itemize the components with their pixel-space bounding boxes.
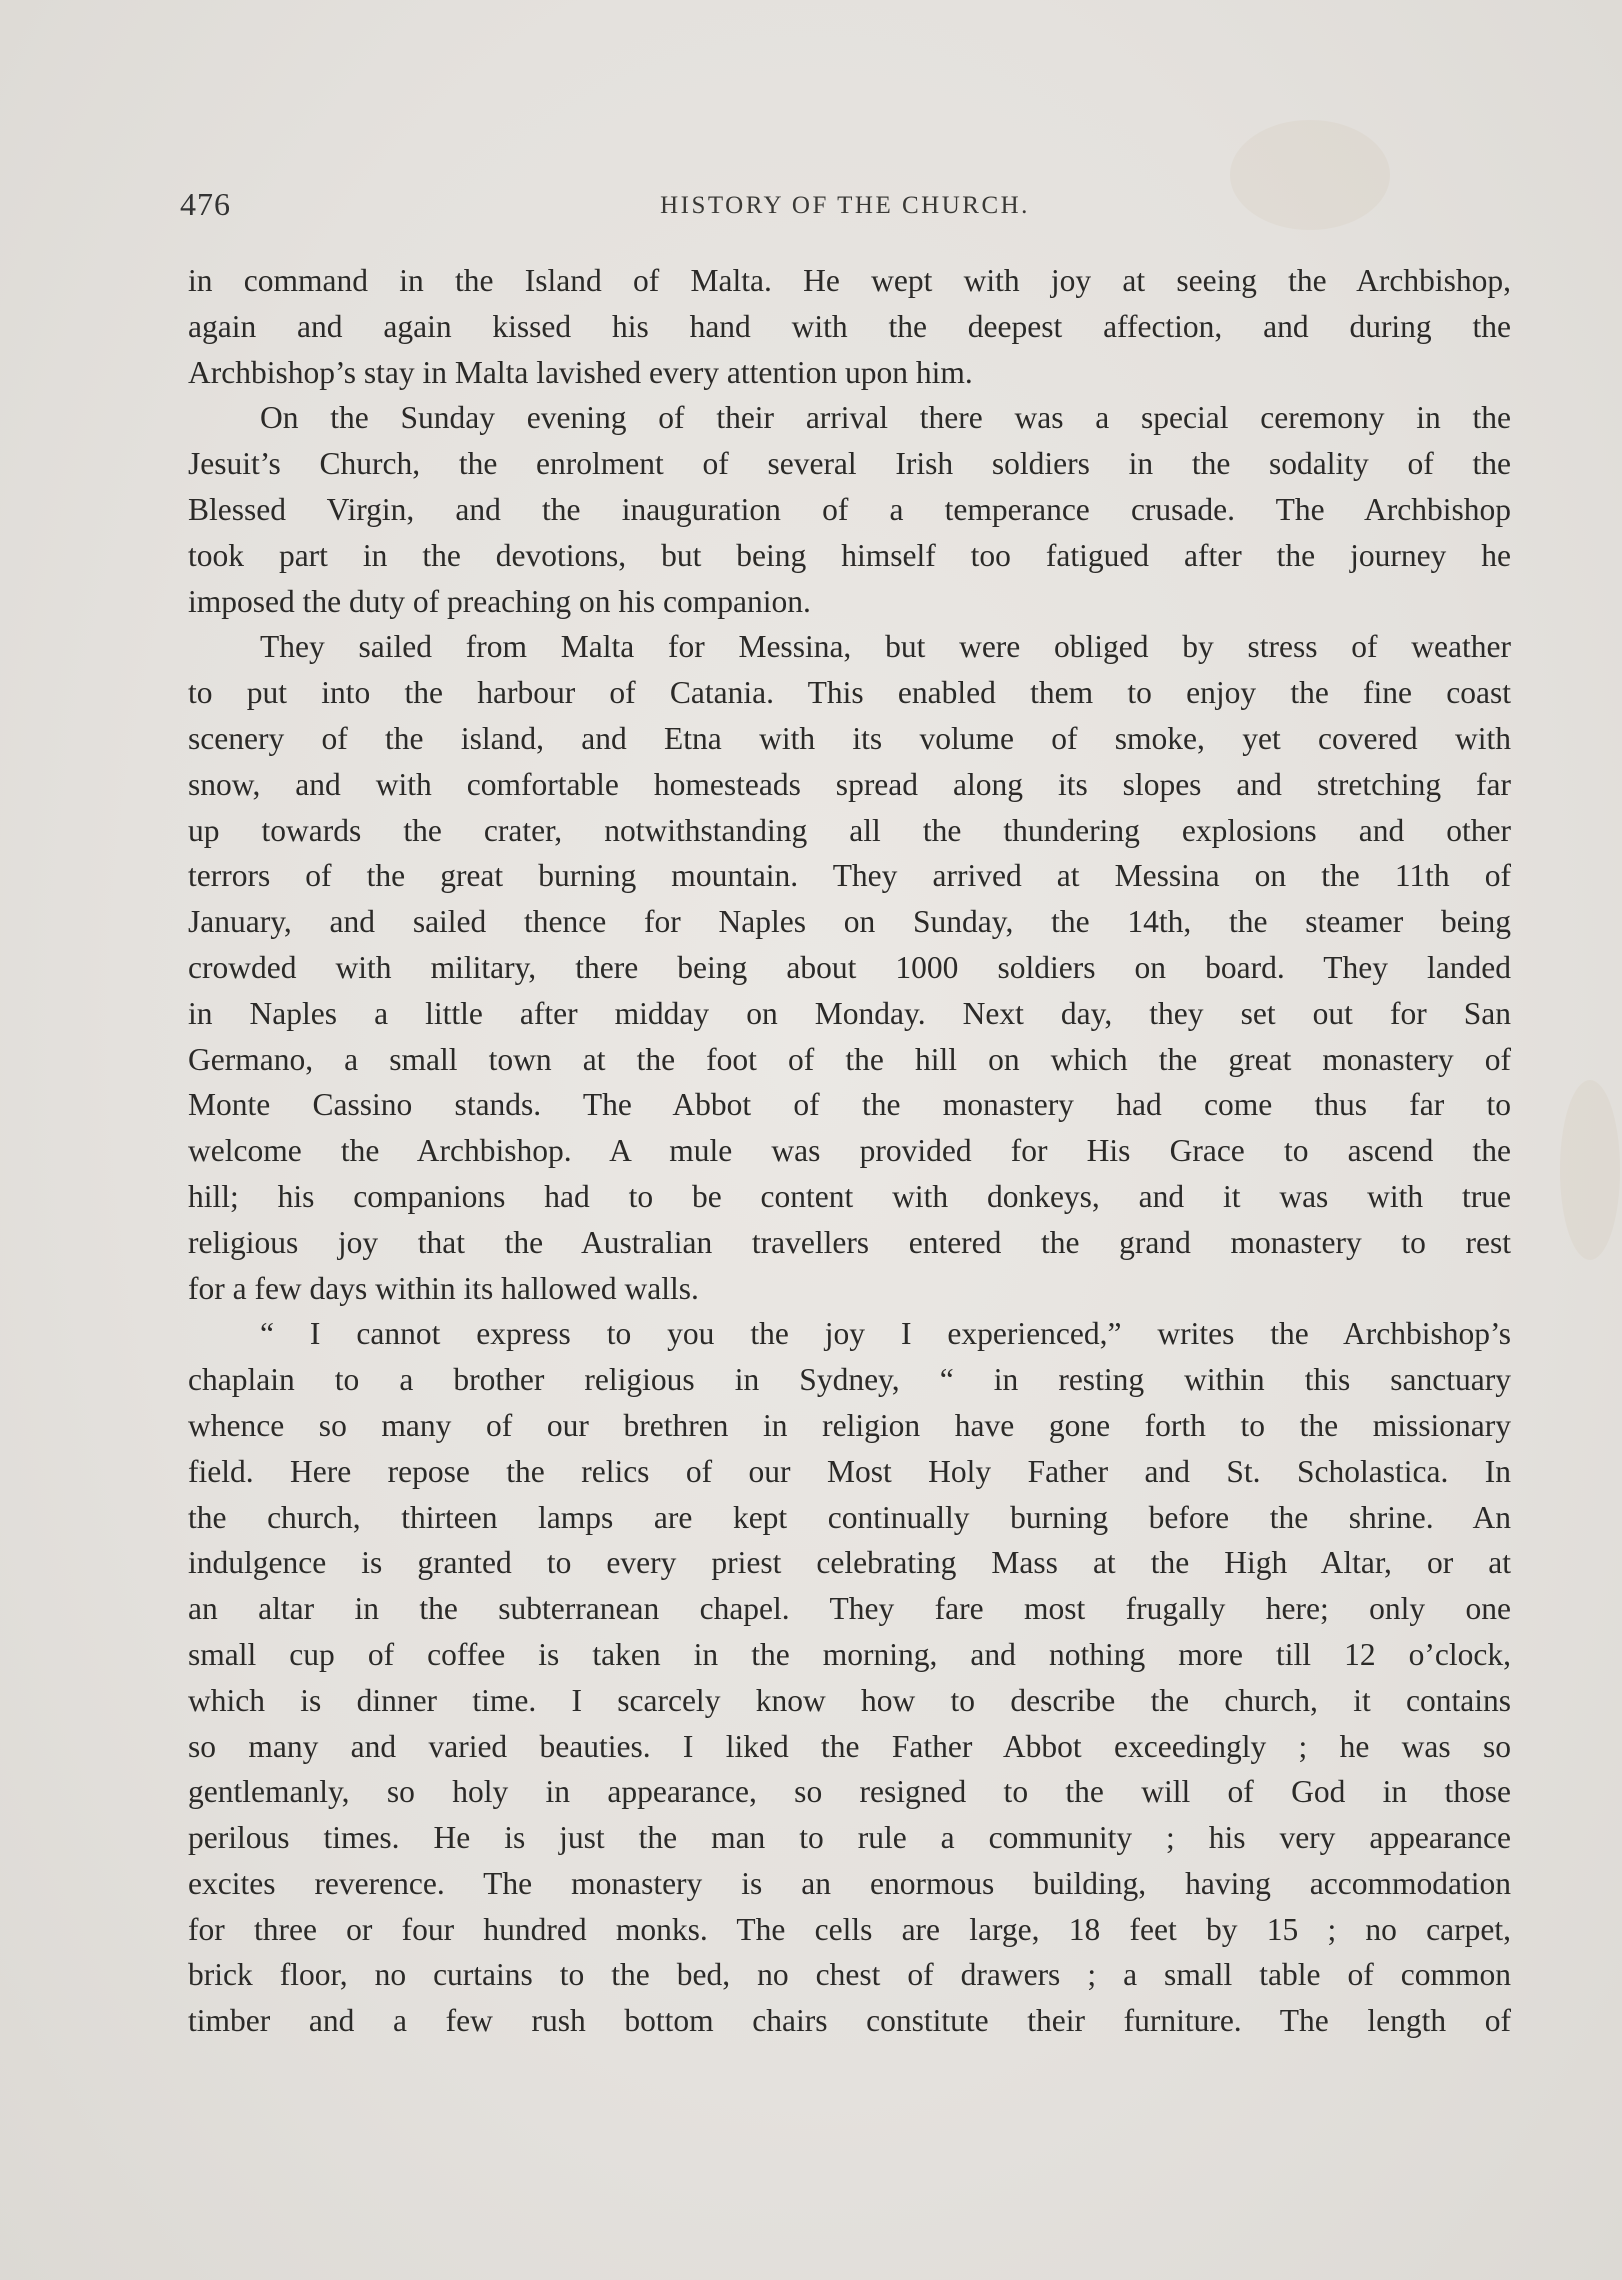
text-line: in Naples a little after midday on Monday. Next day, they set out for San [188,995,1511,1031]
text-line: which is dinner time. I scarcely know how to describe the church, it contains [188,1682,1511,1718]
text-line: On the Sunday evening of their arrival there was a special ceremony in the [260,400,1511,436]
text-line: crowded with military, there being about 1000 soldiers on board. They landed [188,949,1511,985]
text-line: field. Here repose the relics of our Most Holy Father and St. Scholastica. In [188,1453,1511,1489]
page-header [180,182,1510,230]
text-line: imposed the duty of preaching on his companion. [188,583,811,619]
text-line: small cup of coffee is taken in the morning, and nothing more till 12 o’clock, [188,1636,1511,1672]
text-line: hill; his companions had to be content with donkeys, and it was with true [188,1178,1511,1214]
text-line: Germano, a small town at the foot of the hill on which the great monastery of [188,1041,1511,1077]
text-line: religious joy that the Australian travellers entered the grand monastery to rest [188,1224,1511,1260]
text-line: January, and sailed thence for Naples on Sunday, the 14th, the steamer being [188,904,1511,940]
text-line: They sailed from Malta for Messina, but were obliged by stress of weather [260,629,1511,665]
text-line: took part in the devotions, but being himself too fatigued after the journey he [188,537,1511,573]
text-line: Monte Cassino stands. The Abbot of the monastery had come thus far to [188,1087,1511,1123]
text-line: whence so many of our brethren in religion have gone forth to the missionary [188,1407,1511,1443]
text-line: so many and varied beauties. I liked the Father Abbot exceedingly ; he was so [188,1728,1511,1764]
page-number: 476 [180,186,231,222]
text-line: gentlemanly, so holy in appearance, so resigned to the will of God in those [188,1774,1511,1810]
paragraph [188,624,1511,1311]
text-line: timber and a few rush bottom chairs constitute their furniture. The length of [188,2003,1511,2039]
text-line: up towards the crater, notwithstanding all the thundering explosions and other [188,812,1511,848]
text-line: Archbishop’s stay in Malta lavished every attention upon him. [188,354,973,390]
text-line: to put into the harbour of Catania. This enabled them to enjoy the fine coast [188,675,1511,711]
text-line: for three or four hundred monks. The cells are large, 18 feet by 15 ; no carpet, [188,1911,1511,1947]
text-line: in command in the Island of Malta. He wept with joy at seeing the Archbishop, [188,263,1511,298]
text-line: scenery of the island, and Etna with its volume of smoke, yet covered with [188,720,1511,756]
paragraph [188,258,1511,395]
text-line: perilous times. He is just the man to rule a community ; his very appearance [188,1820,1511,1856]
text-line: terrors of the great burning mountain. They arrived at Messina on the 11th of [188,858,1511,894]
paper-stain [1560,1080,1620,1260]
running-head: HISTORY OF THE CHURCH. [660,192,1030,219]
text-line: indulgence is granted to every priest celebrating Mass at the High Altar, or at [188,1545,1511,1581]
text-line: the church, thirteen lamps are kept continually burning before the shrine. An [188,1499,1511,1535]
text-line: brick floor, no curtains to the bed, no chest of drawers ; a small table of common [188,1957,1511,1993]
text-line: an altar in the subterranean chapel. They fare most frugally here; only one [188,1591,1511,1627]
text-line: Blessed Virgin, and the inauguration of a temperance crusade. The Archbishop [188,491,1511,527]
text-line: snow, and with comfortable homesteads spread along its slopes and stretching far [188,766,1511,802]
text-line: Jesuit’s Church, the enrolment of several Irish soldiers in the sodality of the [188,446,1511,482]
text-line: excites reverence. The monastery is an enormous building, having accommodation [188,1865,1511,1901]
paragraph [188,1311,1511,2044]
text-line: for a few days within its hallowed walls. [188,1270,699,1306]
text-line: again and again kissed his hand with the deepest affection, and during the [188,308,1511,344]
paragraph [188,395,1511,624]
text-line: “ I cannot express to you the joy I experienced,” writes the Archbishop’s [260,1316,1511,1352]
text-line: chaplain to a brother religious in Sydney, “ in resting within this sanctuary [188,1362,1511,1398]
body-text [188,258,1511,2044]
text-line: welcome the Archbishop. A mule was provided for His Grace to ascend the [188,1133,1511,1169]
